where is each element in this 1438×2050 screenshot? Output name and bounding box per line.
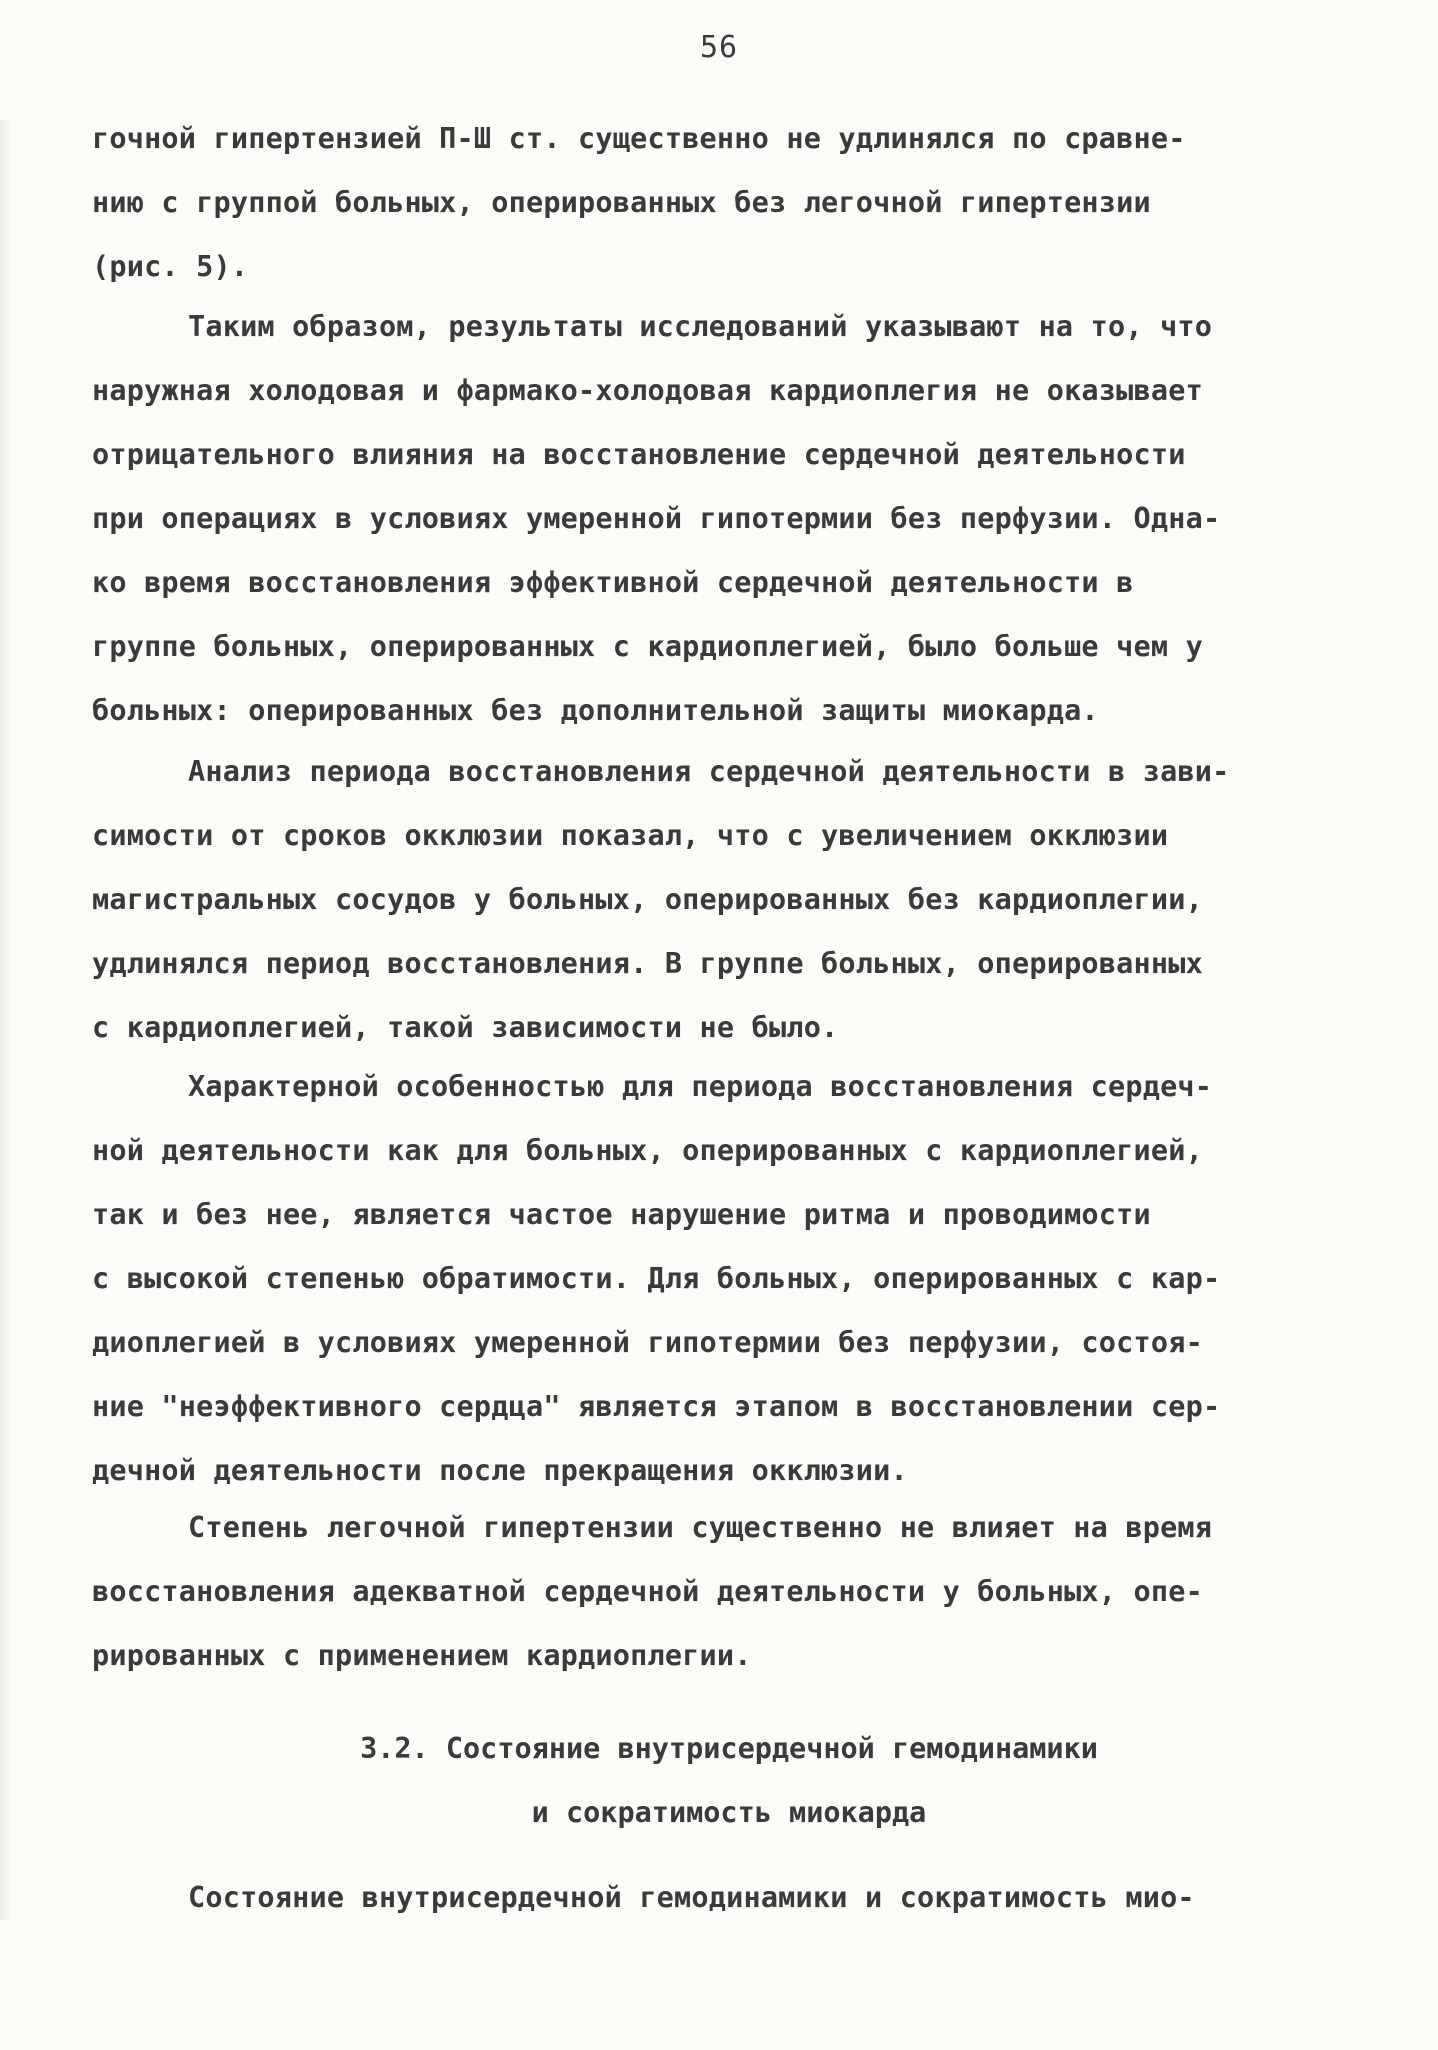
text-line: отрицательного влияния на восстановление сердечной деятельности [92,438,1186,471]
section-heading [0,1717,1438,1845]
section-heading-line-1: 3.2. Состояние внутрисердечной гемодинамики [360,1732,1098,1765]
paragraph-analysis [92,740,1342,1060]
section-heading-line-2: и сократимость миокарда [531,1796,927,1829]
text-line: симости от сроков окклюзии показал, что с увеличением окклюзии [92,819,1169,852]
paragraph-conclusion [92,295,1342,743]
text-line: наружная холодовая и фармако-холодовая кардиоплегия не оказывает [92,374,1203,407]
text-line: Анализ периода восстановления сердечной деятельности в зави- [188,755,1230,788]
paragraph-characteristics [92,1055,1342,1503]
text-line: магистральных сосудов у больных, оперированных без кардиоплегии, [92,883,1203,916]
paragraph-final [92,1866,1342,1930]
text-line: удлинялся период восстановления. В группе больных, оперированных [92,947,1203,980]
text-line: дечной деятельности после прекращения окклюзии. [92,1454,908,1487]
text-line: Таким образом, результаты исследований указывают на то, что [188,310,1213,343]
text-line: нию с группой больных, оперированных без легочной гипертензии [92,186,1151,219]
paragraph-hypertension [92,1496,1342,1688]
text-line: Степень легочной гипертензии существенно не влияет на время [188,1511,1213,1544]
text-line: группе больных, оперированных с кардиоплегией, было больше чем у [92,630,1203,663]
text-line: Состояние внутрисердечной гемодинамики и сократимость мио- [188,1881,1195,1914]
text-line: ко время восстановления эффективной сердечной деятельности в [92,566,1134,599]
text-line: (рис. 5). [92,250,249,283]
text-line: с кардиоплегией, такой зависимости не было. [92,1011,839,1044]
text-line: ние "неэффективного сердца" является этапом в восстановлении сер- [92,1390,1221,1423]
text-line: восстановления адекватной сердечной деятельности у больных, опе- [92,1575,1203,1608]
paragraph-continuation [92,107,1342,299]
text-line: рированных с применением кардиоплегии. [92,1639,752,1672]
text-line: диоплегией в условиях умеренной гипотермии без перфузии, состоя- [92,1326,1203,1359]
page-number: 56 [699,30,739,65]
text-line: Характерной особенностью для периода восстановления сердеч- [188,1070,1213,1103]
text-line: при операциях в условиях умеренной гипотермии без перфузии. Одна- [92,502,1221,535]
scan-binding-edge [0,120,12,1920]
text-line: ной деятельности как для больных, оперированных с кардиоплегией, [92,1134,1203,1167]
text-line: так и без нее, является частое нарушение ритма и проводимости [92,1198,1151,1231]
text-line: с высокой степенью обратимости. Для больных, оперированных с кар- [92,1262,1221,1295]
text-line: гочной гипертензией П-Ш ст. существенно не удлинялся по сравне- [92,122,1186,155]
text-line: больных: оперированных без дополнительной защиты миокарда. [92,694,1099,727]
